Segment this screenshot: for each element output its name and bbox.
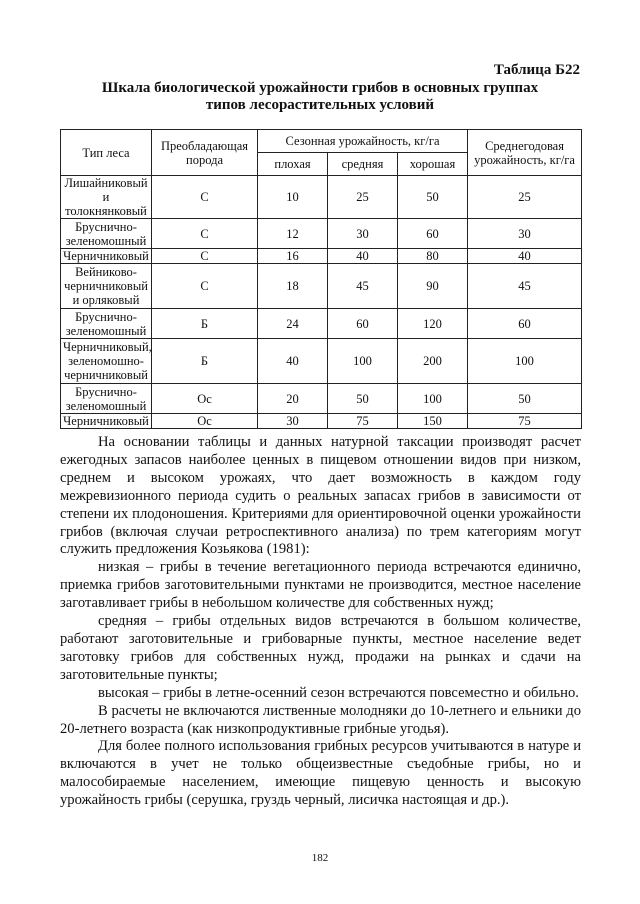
cell-forest-type: Черничниковый xyxy=(61,414,152,429)
paragraph: В расчеты не включаются лиственные молодняки до 10-летнего и ельники до 20-летнего возраста (как низкопродуктивные грибные угодья). xyxy=(60,702,581,737)
header-good: хорошая xyxy=(398,153,468,176)
cell-good: 120 xyxy=(398,309,468,339)
page-number: 182 xyxy=(311,852,329,864)
table-title-line-1: Шкала биологической урожайности грибов в основных группах xyxy=(101,80,539,96)
cell-medium: 75 xyxy=(328,414,398,429)
cell-forest-type: Лишайниковый и толокнянковый xyxy=(61,176,152,219)
cell-species: С xyxy=(152,249,258,264)
cell-medium: 40 xyxy=(328,249,398,264)
cell-medium: 45 xyxy=(328,264,398,309)
cell-forest-type: Черничниковый xyxy=(61,249,152,264)
cell-medium: 30 xyxy=(328,219,398,249)
cell-forest-type: Бруснично-зеленомошный xyxy=(61,384,152,414)
table-row xyxy=(61,414,582,429)
cell-species: Ос xyxy=(152,384,258,414)
cell-species: С xyxy=(152,176,258,219)
cell-species: Б xyxy=(152,339,258,384)
cell-good: 100 xyxy=(398,384,468,414)
cell-species: С xyxy=(152,219,258,249)
cell-species: С xyxy=(152,264,258,309)
table-title xyxy=(60,80,580,114)
paragraph: На основании таблицы и данных натурной таксации производят расчет ежегодных запасов наиболее ценных в пищевом отношении видов при низком, среднем и высоком урожаях, что дает возможность в каждом году межревизионного периода судить о реальных запасах грибов в зависимости от степени их плодоношения. Критериями для ориентировочной оценки урожайности грибов (включая случаи ретроспективного анализа) по трем категориям могут служить предложения Козьякова (1981): xyxy=(60,434,581,558)
cell-good: 80 xyxy=(398,249,468,264)
cell-good: 150 xyxy=(398,414,468,429)
cell-good: 60 xyxy=(398,219,468,249)
header-medium: средняя xyxy=(328,153,398,176)
cell-medium: 100 xyxy=(328,339,398,384)
header-average-yield: Среднегодовая урожайность, кг/га xyxy=(468,130,582,176)
cell-medium: 25 xyxy=(328,176,398,219)
cell-good: 90 xyxy=(398,264,468,309)
cell-average: 50 xyxy=(468,384,582,414)
cell-average: 25 xyxy=(468,176,582,219)
yield-table xyxy=(60,129,582,429)
cell-average: 100 xyxy=(468,339,582,384)
paragraph: средняя – грибы отдельных видов встречаются в большом количестве, работают заготовительные и грибоварные пункты, местное население ведет заготовку грибов для собственных нужд, продажи на рынках и сдачи на заготовительные пункты; xyxy=(60,613,581,683)
cell-low: 40 xyxy=(258,339,328,384)
cell-low: 10 xyxy=(258,176,328,219)
table-row xyxy=(61,264,582,309)
header-forest-type: Тип леса xyxy=(61,130,152,176)
cell-low: 16 xyxy=(258,249,328,264)
table-row xyxy=(61,219,582,249)
cell-forest-type: Черничниковый, зеленомошно-черничниковый xyxy=(61,339,152,384)
cell-low: 18 xyxy=(258,264,328,309)
header-low: плохая xyxy=(258,153,328,176)
cell-average: 75 xyxy=(468,414,582,429)
table-row xyxy=(61,176,582,219)
table-row xyxy=(61,384,582,414)
cell-low: 20 xyxy=(258,384,328,414)
table-row xyxy=(61,249,582,264)
table-row xyxy=(61,339,582,384)
cell-forest-type: Бруснично-зеленомошный xyxy=(61,309,152,339)
cell-species: Б xyxy=(152,309,258,339)
cell-low: 30 xyxy=(258,414,328,429)
cell-species: Ос xyxy=(152,414,258,429)
paragraph: Для более полного использования грибных ресурсов учитываются в натуре и включаются в учет не только общеизвестные съедобные грибы, но и малособираемые населением, имеющие пищевую ценность и высокую урожайность грибы (серушка, груздь черный, лисичка настоящая и др.). xyxy=(60,738,581,809)
table-label: Таблица Б22 xyxy=(493,62,580,78)
cell-average: 30 xyxy=(468,219,582,249)
cell-forest-type: Бруснично-зеленомошный xyxy=(61,219,152,249)
header-seasonal-yield: Сезонная урожайность, кг/га xyxy=(258,130,468,153)
cell-average: 45 xyxy=(468,264,582,309)
cell-good: 200 xyxy=(398,339,468,384)
cell-good: 50 xyxy=(398,176,468,219)
table-title-line-2: типов лесорастительных условий xyxy=(205,97,435,113)
paragraph: низкая – грибы в течение вегетационного периода встречаются единично, приемка грибов заготовительными пунктами не производится, местное население заготавливает грибы в небольшом количестве для собственных нужд; xyxy=(60,559,581,612)
paragraph: высокая – грибы в летне-осенний сезон встречаются повсеместно и обильно. xyxy=(98,684,579,701)
header-species: Преобладающая порода xyxy=(152,130,258,176)
cell-average: 40 xyxy=(468,249,582,264)
body-text xyxy=(60,434,581,810)
cell-low: 12 xyxy=(258,219,328,249)
cell-low: 24 xyxy=(258,309,328,339)
cell-average: 60 xyxy=(468,309,582,339)
table-row xyxy=(61,309,582,339)
cell-medium: 60 xyxy=(328,309,398,339)
cell-medium: 50 xyxy=(328,384,398,414)
cell-forest-type: Вейниково-черничниковый и орляковый xyxy=(61,264,152,309)
